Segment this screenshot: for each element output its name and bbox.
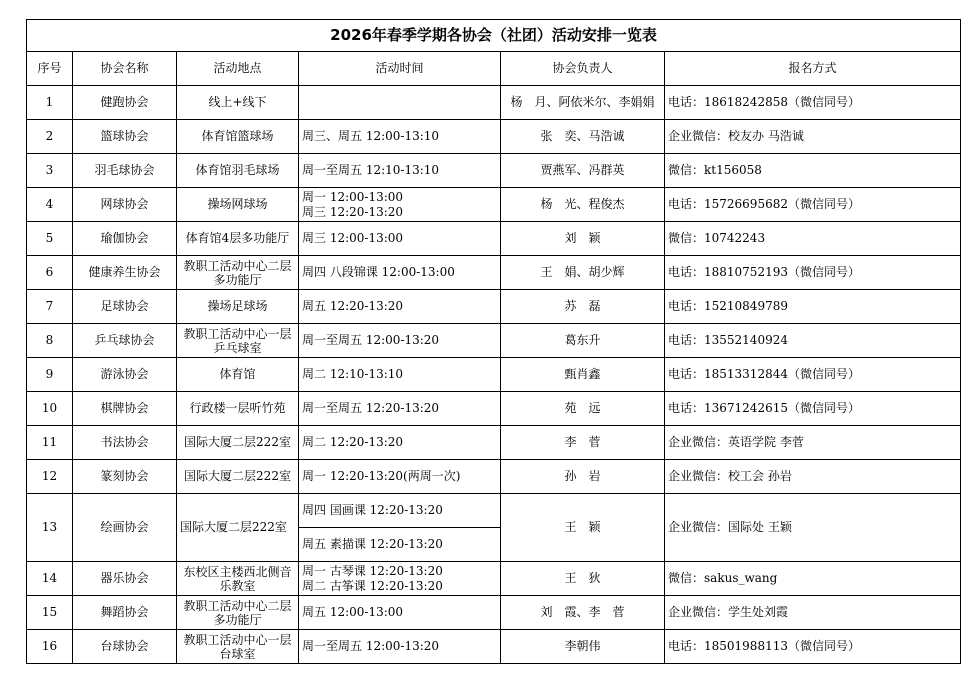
activity-time — [299, 154, 501, 188]
activity-time — [299, 290, 501, 324]
activity-time-line: 周三 12:20-13:20 — [302, 204, 404, 219]
row-number: 13 — [27, 494, 73, 562]
table-row — [27, 324, 961, 358]
association-name: 棋牌协会 — [73, 392, 177, 426]
table-row — [27, 154, 961, 188]
header-no: 序号 — [27, 52, 73, 86]
association-leader: 刘 颖 — [501, 222, 665, 256]
association-name: 乒乓球协会 — [73, 324, 177, 358]
activity-place: 体育馆羽毛球场 — [177, 154, 299, 188]
activity-time: 周五 素描课 12:20-13:20 — [299, 528, 501, 562]
activity-place: 体育馆篮球场 — [177, 120, 299, 154]
row-number: 5 — [27, 222, 73, 256]
activity-time — [299, 392, 501, 426]
signup-method: 企业微信：国际处 王颖 — [665, 494, 961, 562]
activity-place: 教职工活动中心二层多功能厅 — [177, 596, 299, 630]
table-row — [27, 256, 961, 290]
row-number: 16 — [27, 630, 73, 664]
activity-time-line: 周一至周五 12:00-13:20 — [302, 333, 440, 347]
activity-time-line: 周五 12:20-13:20 — [302, 299, 404, 313]
row-number: 11 — [27, 426, 73, 460]
table-row — [27, 188, 961, 222]
association-leader: 葛东升 — [501, 324, 665, 358]
association-leader: 李 菅 — [501, 426, 665, 460]
signup-method: 微信：sakus_wang — [665, 562, 961, 596]
activity-place: 行政楼一层听竹苑 — [177, 392, 299, 426]
activity-place: 教职工活动中心一层台球室 — [177, 630, 299, 664]
activity-place: 操场网球场 — [177, 188, 299, 222]
row-number: 1 — [27, 86, 73, 120]
activity-time-line: 周二 12:20-13:20 — [302, 435, 404, 449]
association-name: 游泳协会 — [73, 358, 177, 392]
signup-method: 微信：10742243 — [665, 222, 961, 256]
activity-time — [299, 358, 501, 392]
row-number: 2 — [27, 120, 73, 154]
activity-time — [299, 596, 501, 630]
activity-time-line: 周二 古筝课 12:20-13:20 — [302, 578, 443, 593]
association-leader: 王 娟、胡少辉 — [501, 256, 665, 290]
activity-place: 东校区主楼西北侧音乐教室 — [177, 562, 299, 596]
activity-time-line: 周一至周五 12:20-13:20 — [302, 401, 440, 415]
activity-place: 国际大厦二层222室 — [177, 426, 299, 460]
association-leader: 孙 岩 — [501, 460, 665, 494]
activity-time: 周四 国画课 12:20-13:20 — [299, 494, 501, 528]
association-leader: 王 狄 — [501, 562, 665, 596]
row-number: 3 — [27, 154, 73, 188]
table-row — [27, 120, 961, 154]
association-name: 健跑协会 — [73, 86, 177, 120]
signup-method: 电话：18810752193（微信同号） — [665, 256, 961, 290]
signup-method: 企业微信：校工会 孙岩 — [665, 460, 961, 494]
table-row — [27, 358, 961, 392]
association-leader: 杨 月、阿依米尔、李娟娟 — [501, 86, 665, 120]
row-number: 4 — [27, 188, 73, 222]
table-row — [27, 392, 961, 426]
signup-method: 电话：15726695682（微信同号） — [665, 188, 961, 222]
association-leader: 张 奕、马浩诚 — [501, 120, 665, 154]
association-name: 书法协会 — [73, 426, 177, 460]
activity-place: 线上+线下 — [177, 86, 299, 120]
association-name: 羽毛球协会 — [73, 154, 177, 188]
row-number: 15 — [27, 596, 73, 630]
activity-time-line: 周五 12:00-13:00 — [302, 605, 404, 619]
activity-time — [299, 86, 501, 120]
activity-time — [299, 324, 501, 358]
header-signup: 报名方式 — [665, 52, 961, 86]
header-name: 协会名称 — [73, 52, 177, 86]
association-leader: 刘 霞、李 菅 — [501, 596, 665, 630]
activity-time-line: 周一 12:00-13:00 — [302, 189, 404, 204]
row-number: 14 — [27, 562, 73, 596]
activity-place: 体育馆 — [177, 358, 299, 392]
association-name: 绘画协会 — [73, 494, 177, 562]
table-row — [27, 460, 961, 494]
association-name: 足球协会 — [73, 290, 177, 324]
signup-method: 电话：13671242615（微信同号） — [665, 392, 961, 426]
row-number: 9 — [27, 358, 73, 392]
association-leader: 贾燕军、冯群英 — [501, 154, 665, 188]
header-leader: 协会负责人 — [501, 52, 665, 86]
association-name: 篮球协会 — [73, 120, 177, 154]
table-row — [27, 596, 961, 630]
activity-place: 教职工活动中心一层乒乓球室 — [177, 324, 299, 358]
activity-time — [299, 460, 501, 494]
signup-method: 电话：13552140924 — [665, 324, 961, 358]
association-name: 器乐协会 — [73, 562, 177, 596]
table-row — [27, 494, 961, 528]
table-row — [27, 86, 961, 120]
signup-method: 电话：18618242858（微信同号） — [665, 86, 961, 120]
activity-time — [299, 120, 501, 154]
activity-time — [299, 562, 501, 596]
association-leader: 苑 远 — [501, 392, 665, 426]
row-number: 12 — [27, 460, 73, 494]
table-row — [27, 290, 961, 324]
signup-method: 电话：15210849789 — [665, 290, 961, 324]
row-number: 7 — [27, 290, 73, 324]
table-row — [27, 426, 961, 460]
activity-time-line: 周一 12:20-13:20(两周一次) — [302, 469, 461, 483]
activity-time-line: 周三 12:00-13:00 — [302, 231, 404, 245]
association-leader: 杨 光、程俊杰 — [501, 188, 665, 222]
association-leader: 甄肖鑫 — [501, 358, 665, 392]
activity-time — [299, 256, 501, 290]
association-name: 网球协会 — [73, 188, 177, 222]
signup-method: 微信：kt156058 — [665, 154, 961, 188]
activity-time-line: 周四 八段锦课 12:00-13:00 — [302, 265, 455, 279]
association-name: 健康养生协会 — [73, 256, 177, 290]
header-row — [27, 52, 961, 86]
table-row — [27, 630, 961, 664]
row-number: 8 — [27, 324, 73, 358]
association-name: 篆刻协会 — [73, 460, 177, 494]
activity-time — [299, 630, 501, 664]
activity-place: 体育馆4层多功能厅 — [177, 222, 299, 256]
activity-schedule-table — [26, 19, 961, 664]
table-row — [27, 222, 961, 256]
association-leader: 王 颖 — [501, 494, 665, 562]
table-row — [27, 562, 961, 596]
signup-method: 企业微信：校友办 马浩诚 — [665, 120, 961, 154]
association-name: 瑜伽协会 — [73, 222, 177, 256]
activity-time-line: 周二 12:10-13:10 — [302, 367, 404, 381]
header-place: 活动地点 — [177, 52, 299, 86]
signup-method: 企业微信：英语学院 李菅 — [665, 426, 961, 460]
header-time: 活动时间 — [299, 52, 501, 86]
activity-time — [299, 188, 501, 222]
table-body — [27, 86, 961, 664]
association-name: 舞蹈协会 — [73, 596, 177, 630]
activity-place: 国际大厦二层222室 — [177, 460, 299, 494]
signup-method: 电话：18501988113（微信同号） — [665, 630, 961, 664]
row-number: 10 — [27, 392, 73, 426]
association-leader: 苏 磊 — [501, 290, 665, 324]
activity-place: 教职工活动中心二层多功能厅 — [177, 256, 299, 290]
activity-time — [299, 222, 501, 256]
activity-time-line: 周三、周五 12:00-13:10 — [302, 129, 440, 143]
association-name: 台球协会 — [73, 630, 177, 664]
activity-time-line: 周一 古琴课 12:20-13:20 — [302, 563, 443, 578]
signup-method: 企业微信：学生处刘霞 — [665, 596, 961, 630]
association-leader: 李朝伟 — [501, 630, 665, 664]
activity-time — [299, 426, 501, 460]
signup-method: 电话：18513312844（微信同号） — [665, 358, 961, 392]
table-title: 2026年春季学期各协会（社团）活动安排一览表 — [27, 20, 961, 52]
activity-time-line: 周一至周五 12:10-13:10 — [302, 163, 440, 177]
activity-place: 操场足球场 — [177, 290, 299, 324]
row-number: 6 — [27, 256, 73, 290]
activity-place: 国际大厦二层222室 — [177, 494, 299, 562]
activity-time-line: 周一至周五 12:00-13:20 — [302, 639, 440, 653]
